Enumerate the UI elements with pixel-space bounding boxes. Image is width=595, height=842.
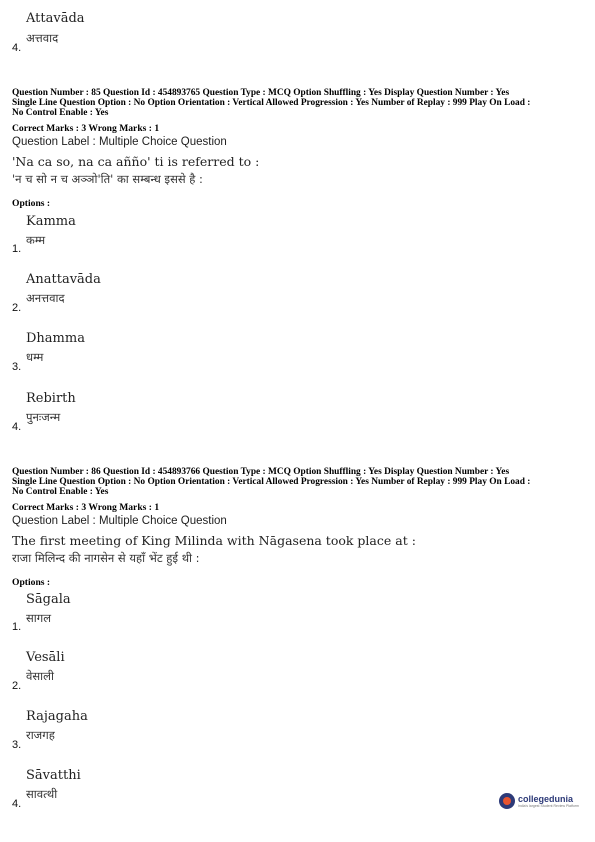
question-text: 'Na ca so, na ca añño' ti is referred to : bbox=[12, 154, 260, 169]
question-text-hindi: राजा मिलिन्द की नागसेन से यहाँ भेंट हुई थी : bbox=[12, 551, 200, 565]
option-hindi-text: कम्म bbox=[26, 233, 46, 247]
option-hindi-text: अनत्तवाद bbox=[26, 291, 65, 305]
question-label: Question Label : Multiple Choice Question bbox=[12, 136, 227, 148]
collegedunia-logo bbox=[499, 793, 579, 809]
logo-name: collegedunia bbox=[518, 794, 574, 804]
options-heading: Options : bbox=[12, 198, 51, 209]
logo-icon bbox=[499, 793, 515, 809]
marks-info: Correct Marks : 3 Wrong Marks : 1 bbox=[12, 123, 160, 134]
question-meta-line: Question Number : 86 Question Id : 454893766 Question Type : MCQ Option Shuffling : Yes Display Question Number : Yes bbox=[12, 467, 510, 477]
option-number: 1. bbox=[12, 621, 22, 633]
option-text: Vesāli bbox=[26, 650, 65, 665]
marks-info: Correct Marks : 3 Wrong Marks : 1 bbox=[12, 502, 160, 513]
option-text: Rajagaha bbox=[26, 709, 88, 724]
option-text: Anattavāda bbox=[26, 272, 101, 287]
question-meta-line: Single Line Question Option : No Option Orientation : Vertical Allowed Progression : Yes Number of Replay : 999 Play On Load : bbox=[12, 98, 531, 108]
option-number: 4. bbox=[12, 798, 22, 810]
option-hindi-text: अत्तवाद bbox=[26, 31, 59, 45]
option-hindi-text: धम्म bbox=[26, 350, 44, 364]
option-text: Dhamma bbox=[26, 331, 85, 346]
option-text: Sāvatthi bbox=[26, 768, 81, 783]
option-text: Kamma bbox=[26, 214, 76, 229]
option-text: Rebirth bbox=[26, 391, 76, 406]
option-hindi-text: पुनःजन्म bbox=[26, 410, 61, 424]
options-heading: Options : bbox=[12, 577, 51, 588]
question-text-hindi: 'न च सो न च अञ्ञो'ति' का सम्बन्ध इससे है : bbox=[12, 172, 203, 186]
option-hindi-text: वेसाली bbox=[26, 669, 54, 683]
option-hindi-text: राजगह bbox=[26, 728, 55, 742]
question-meta-line: Single Line Question Option : No Option Orientation : Vertical Allowed Progression : Yes Number of Replay : 999 Play On Load : bbox=[12, 477, 531, 487]
question-text: The first meeting of King Milinda with Nāgasena took place at : bbox=[12, 533, 416, 548]
option-text: Attavāda bbox=[26, 11, 85, 26]
option-number: 2. bbox=[12, 302, 22, 314]
question-meta-line: Question Number : 85 Question Id : 454893765 Question Type : MCQ Option Shuffling : Yes Display Question Number : Yes bbox=[12, 88, 510, 98]
question-meta-line: No Control Enable : Yes bbox=[12, 108, 109, 118]
option-number: 3. bbox=[12, 739, 22, 751]
question-meta-line: No Control Enable : Yes bbox=[12, 487, 109, 497]
option-number: 2. bbox=[12, 680, 22, 692]
logo-tagline: India's largest Student Review Platform bbox=[518, 804, 579, 808]
option-number: 4. bbox=[12, 42, 22, 54]
question-label: Question Label : Multiple Choice Question bbox=[12, 515, 227, 527]
option-text: Sāgala bbox=[26, 592, 71, 607]
option-hindi-text: सावत्थी bbox=[26, 787, 58, 801]
option-hindi-text: सागल bbox=[26, 611, 52, 625]
option-number: 4. bbox=[12, 421, 22, 433]
option-number: 1. bbox=[12, 243, 22, 255]
option-number: 3. bbox=[12, 361, 22, 373]
